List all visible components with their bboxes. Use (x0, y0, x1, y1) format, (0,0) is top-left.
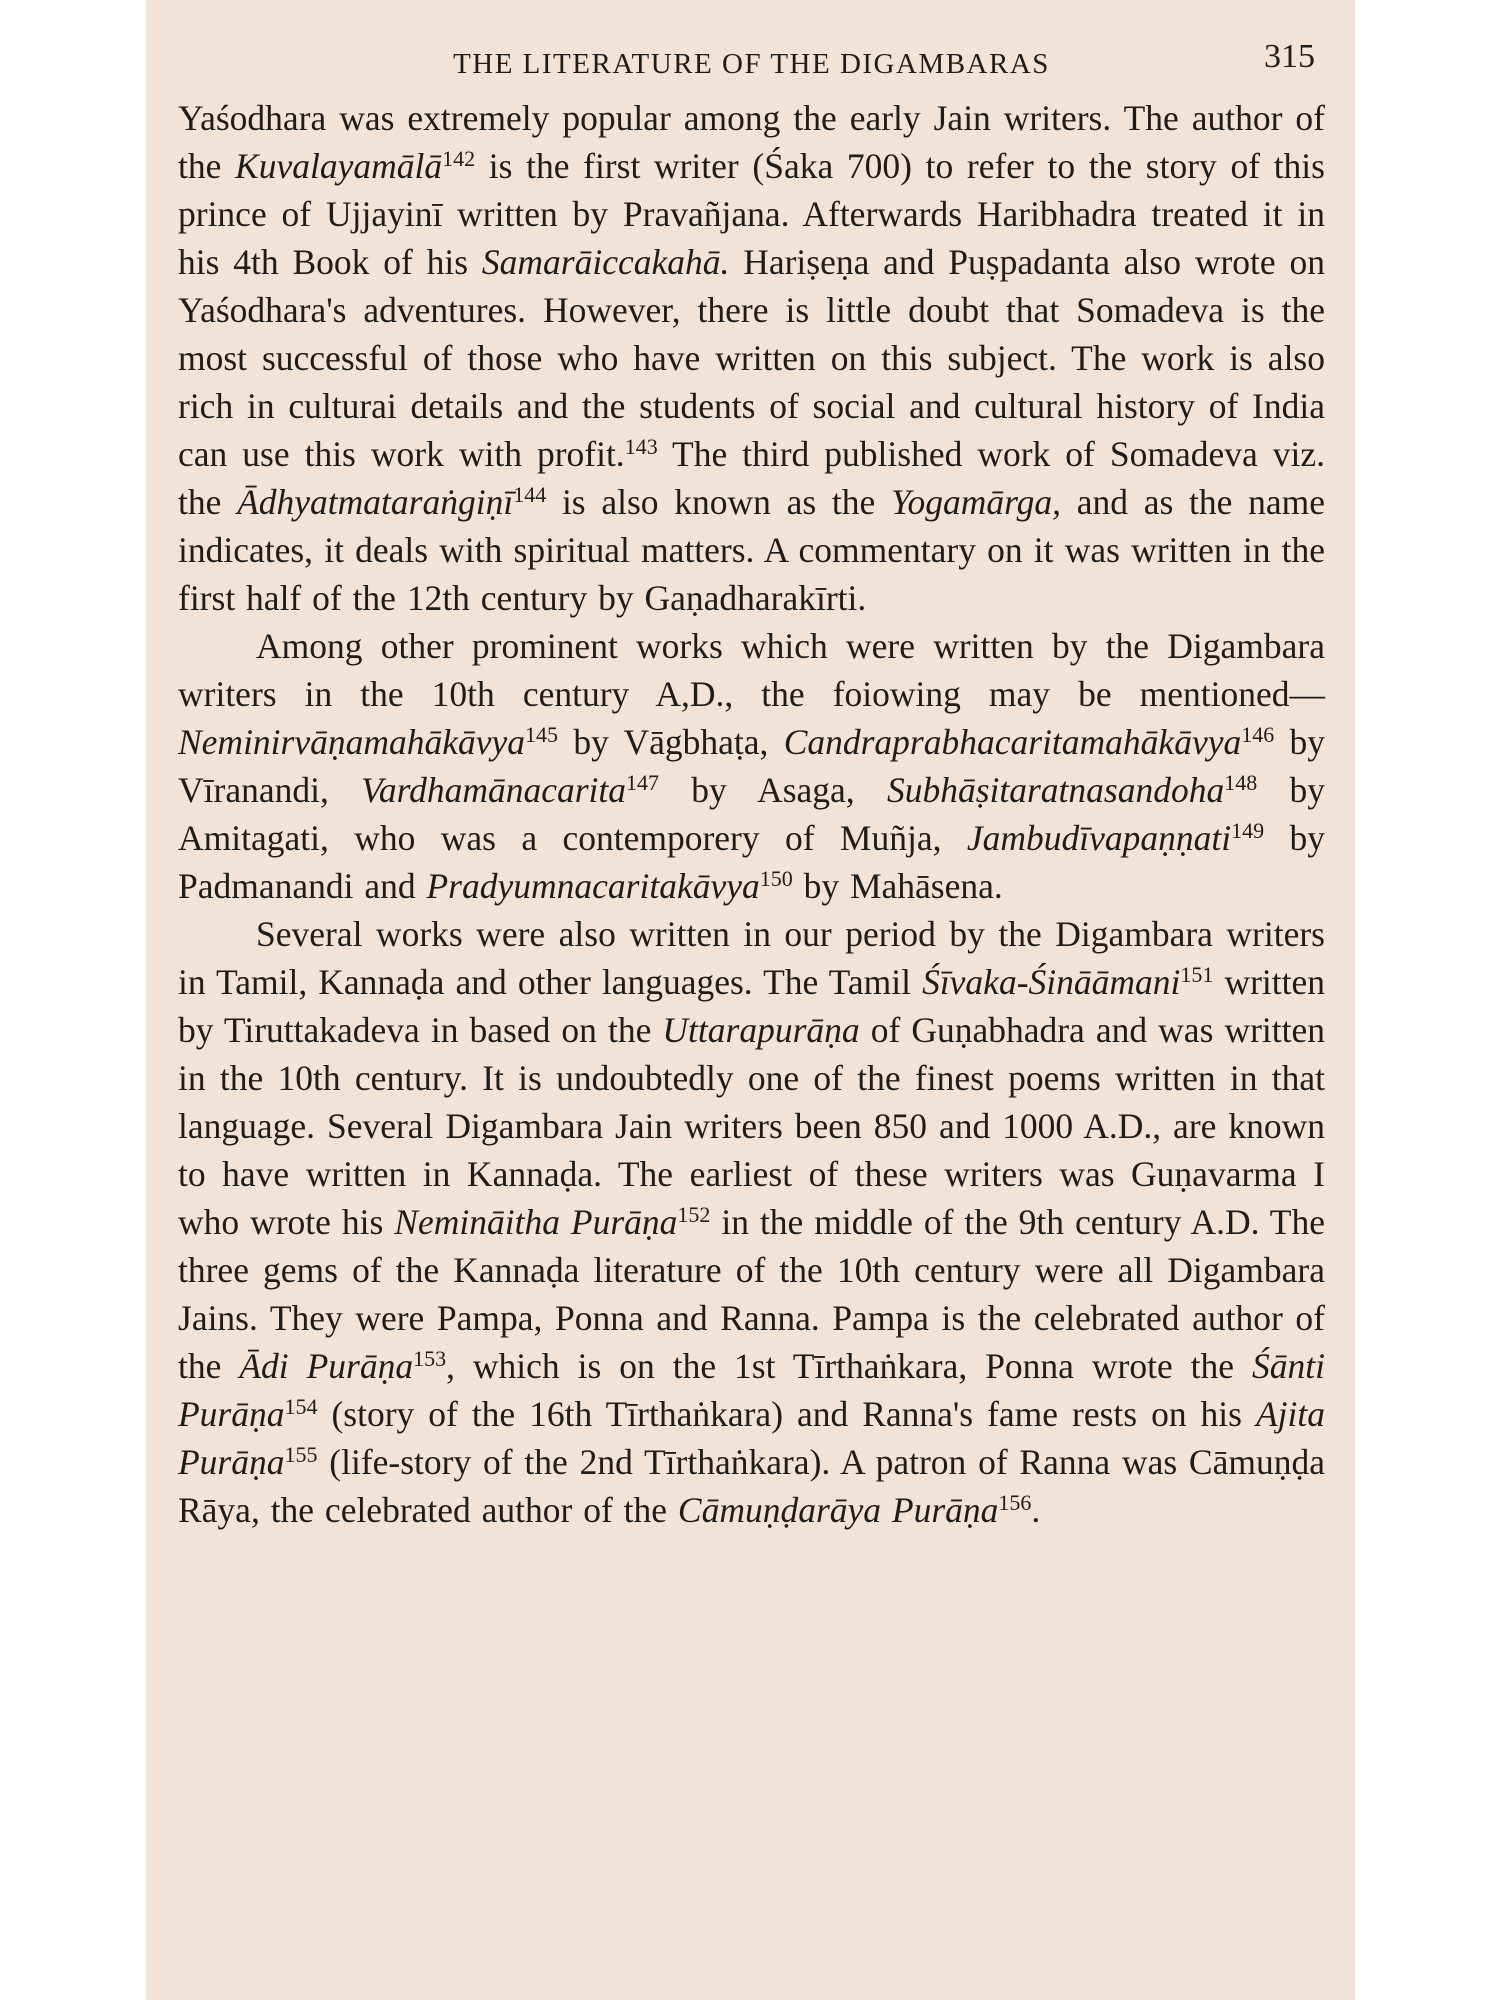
running-title: THE LITERATURE OF THE DIGAMBARAS (453, 48, 1050, 80)
italic-title: Candraprabhacaritamahākāvya (783, 722, 1242, 762)
footnote-marker: 150 (759, 866, 793, 891)
text-run: (life-story of the 2nd Tīrthaṅkara). A patron of Ranna was Cāmuṇḍa Rāya, the celebrated author of the (178, 1442, 1325, 1530)
page-header (178, 34, 1325, 94)
text-run: in the middle of the 9th century A.D. The three gems of the Kannaḍa literature of the 10th century were all Digambara Jains. They were Pampa, Ponna and Ranna. Pampa is the celebrated author of the (178, 1202, 1325, 1386)
italic-title: Neminirvāṇamahākāvya (178, 722, 526, 762)
page-number: 315 (1264, 38, 1315, 75)
text-run: by Vīranandi, (178, 722, 1325, 810)
italic-title: Ajita Purāṇa (178, 1394, 1325, 1482)
italic-title: Uttarapurāṇa (662, 1010, 860, 1050)
italic-title: Ādhyatmataraṅgiṇī (237, 482, 514, 522)
text-run: (story of the 16th Tīrthaṅkara) and Ranna's fame rests on his (317, 1394, 1256, 1434)
body-text (178, 94, 1325, 1534)
italic-title: Yogamārga, (891, 482, 1062, 522)
text-run: by Mahāsena. (792, 866, 1003, 906)
italic-title: Kuvalayamālā (235, 146, 443, 186)
text-run: and as the name indicates, it deals with spiritual matters. A commentary on it was written in the first half of the 12th century by Gaṇadharakīrti. (178, 482, 1325, 618)
paragraph-1 (178, 94, 1325, 622)
text-run: Among other prominent works which were written by the Digambara writers in the 10th century A,D., the foiowing may be mentioned— (178, 626, 1325, 714)
italic-title: Cāmuṇḍarāya Purāṇa (677, 1490, 999, 1530)
text-run: by Amitagati, who was a contemporery of Muñja, (178, 770, 1326, 858)
footnote-marker: 151 (1180, 962, 1214, 987)
italic-title: Samarāiccakahā. (481, 242, 730, 282)
footnote-marker: 146 (1241, 722, 1275, 747)
text-run: , which is on the 1st Tīrthaṅkara, Ponna wrote the (446, 1346, 1253, 1386)
footnote-marker: 147 (626, 770, 660, 795)
text-run: is the first writer (Śaka 700) to refer to the story of this prince of Ujjayinī written by Pravañjana. Afterwards Haribhadra treated it in his 4th Book of his (178, 146, 1325, 282)
italic-title: Śīvaka-Śināāmani (922, 962, 1181, 1002)
footnote-marker: 148 (1224, 770, 1258, 795)
paragraph-3 (178, 910, 1325, 1534)
text-run: by Asaga, (659, 770, 887, 810)
text-run: Hariṣeṇa and Puṣpadanta also wrote on Yaśodhara's adventures. However, there is little doubt that Somadeva is the most successful of those who have written on this subject. The work is also rich in culturai details and the students of social and cultural history of India can use this work with profit. (178, 242, 1325, 474)
footnote-marker: 142 (442, 146, 476, 171)
footnote-marker: 145 (525, 722, 559, 747)
text-run: of Guṇabhadra and was written in the 10th century. It is undoubtedly one of the finest poems written in that language. Several Digambara Jain writers been 850 and 1000 A.D., are known to have written in Kannaḍa. The earliest of these writers was Guṇavarma I who wrote his (178, 1010, 1325, 1242)
italic-title: Vardhamānacarita (361, 770, 627, 810)
text-run: Several works were also written in our period by the Digambara writers in Tamil, Kannaḍa and other languages. The Tamil (178, 914, 1325, 1002)
italic-title: Subhāṣitaratnasandoha (886, 770, 1225, 810)
footnote-marker: 143 (624, 434, 658, 459)
footnote-marker: 153 (413, 1346, 447, 1371)
italic-title: Nemināitha Purāṇa (394, 1202, 678, 1242)
text-run: is also known as the (546, 482, 892, 522)
footnote-marker: 156 (998, 1490, 1032, 1515)
footnote-marker: 149 (1231, 818, 1265, 843)
italic-title: Śānti Purāṇa (178, 1346, 1325, 1434)
italic-title: Ādi Purāṇa (239, 1346, 414, 1386)
text-run: by Vāgbhaṭa, (558, 722, 784, 762)
paragraph-2 (178, 622, 1325, 910)
italic-title: Jambudīvapaṇṇati (966, 818, 1232, 858)
text-run: by Padmanandi and (178, 818, 1326, 906)
footnote-marker: 154 (284, 1394, 318, 1419)
text-run: written by Tiruttakadeva in based on the (178, 962, 1325, 1050)
text-run: Yaśodhara was extremely popular among the early Jain writers. The author of the (178, 98, 1325, 186)
italic-title: Pradyumnacaritakāvya (426, 866, 760, 906)
footnote-marker: 155 (284, 1442, 318, 1467)
text-run: The third published work of Somadeva viz. the (178, 434, 1325, 522)
text-run: . (1031, 1490, 1041, 1530)
footnote-marker: 144 (513, 482, 547, 507)
book-page (146, 0, 1355, 2000)
footnote-marker: 152 (677, 1202, 711, 1227)
